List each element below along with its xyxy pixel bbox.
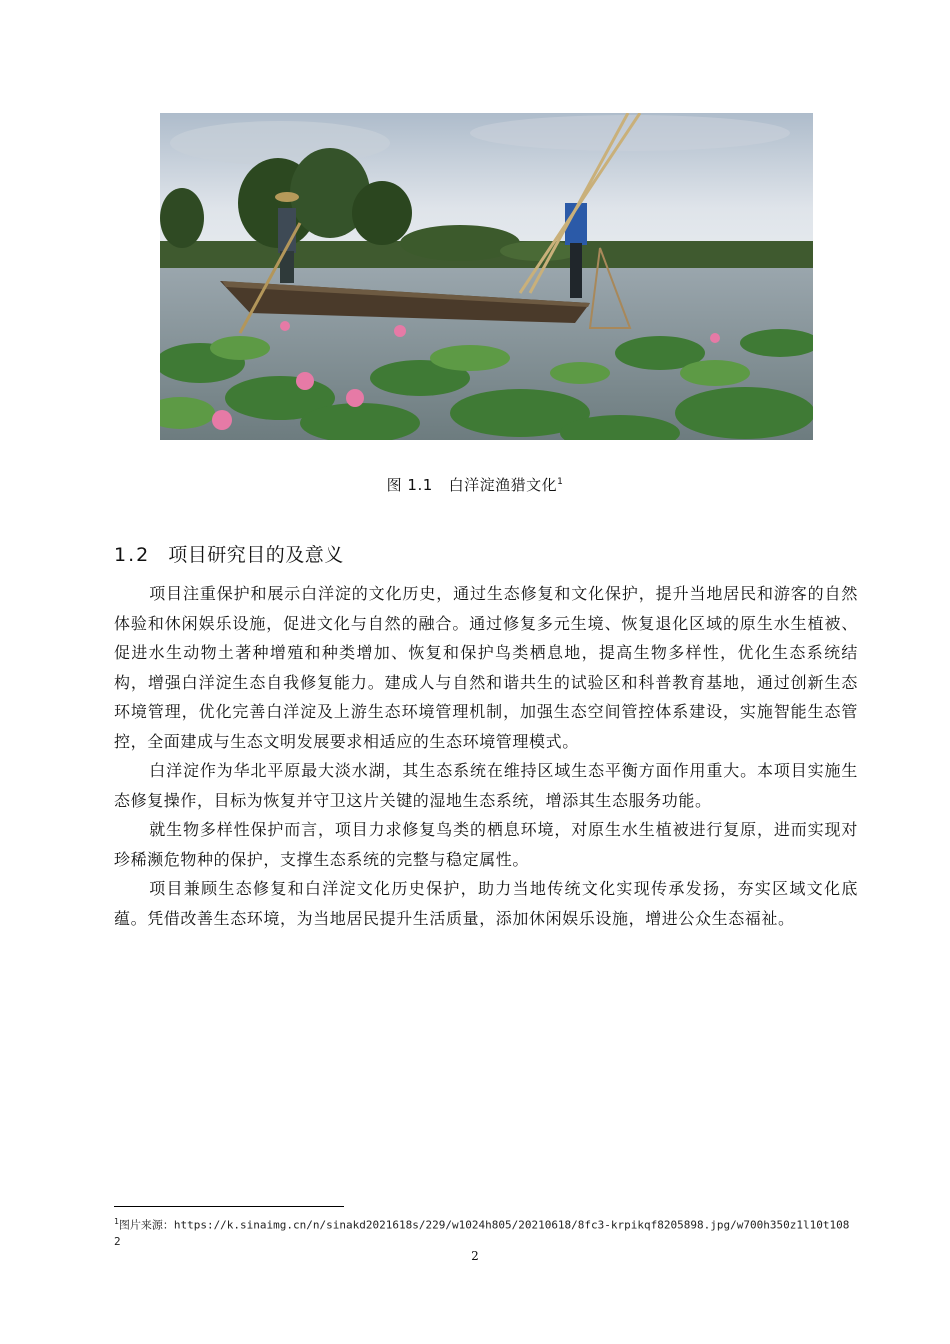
section-heading [114,540,344,567]
page-number: 2 [471,1249,479,1263]
footnote-mark: 1 [114,1217,119,1226]
paragraph: 项目兼顾生态修复和白洋淀文化历史保护，助力当地传统文化实现传承发扬，夯实区域文化底蕴。凭借改善生态环境，为当地居民提升生活质量，添加休闲娱乐设施，增进公众生态福祉。 [114,879,858,928]
body-text [114,579,858,933]
paragraph: 白洋淀作为华北平原最大淡水湖，其生态系统在维持区域生态平衡方面作用重大。本项目实施生态修复操作，目标为恢复并守卫这片关键的湿地生态系统，增添其生态服务功能。 [114,761,858,810]
figure-footnote-mark: 1 [557,477,564,487]
footnote-divider [114,1206,344,1207]
paragraph: 就生物多样性保护而言，项目力求修复鸟类的栖息环境，对原生水生植被进行复原，进而实现对珍稀濒危物种的保护，支撑生态系统的完整与稳定属性。 [114,820,858,869]
paragraph: 项目注重保护和展示白洋淀的文化历史，通过生态修复和文化保护，提升当地居民和游客的自然体验和休闲娱乐设施，促进文化与自然的融合。通过修复多元生境、恢复退化区域的原生水生植被、促进水生动物土著种增殖和种类增加、恢复和保护鸟类栖息地，提高生物多样性，优化生态系统结构，增强白洋淀生态自我修复能力。建成人与自然和谐共生的试验区和科普教育基地，通过创新生态环境管理，优化完善白洋淀及上游生态环境管理机制，加强生态空间管控体系建设，实施智能生态管控，全面建成与生态文明发展要求相适应的生态环境管理模式。 [114,584,858,751]
figure-caption [0,474,950,495]
section-number: 1.2 [114,544,151,566]
footnote [114,1214,854,1250]
lotus-pond-fishing-photo [160,113,813,440]
footnote-text: 图片来源：https://k.sinaimg.cn/n/sinakd2021618s/229/w1024h805/20210618/8fc3-krpikqf8205898.jpg/w700h350z1l10t1082 [114,1218,850,1248]
section-title: 项目研究目的及意义 [168,544,344,566]
figure-number: 图 1.1 [386,476,433,494]
figure-title: 白洋淀渔猎文化 [448,476,558,494]
